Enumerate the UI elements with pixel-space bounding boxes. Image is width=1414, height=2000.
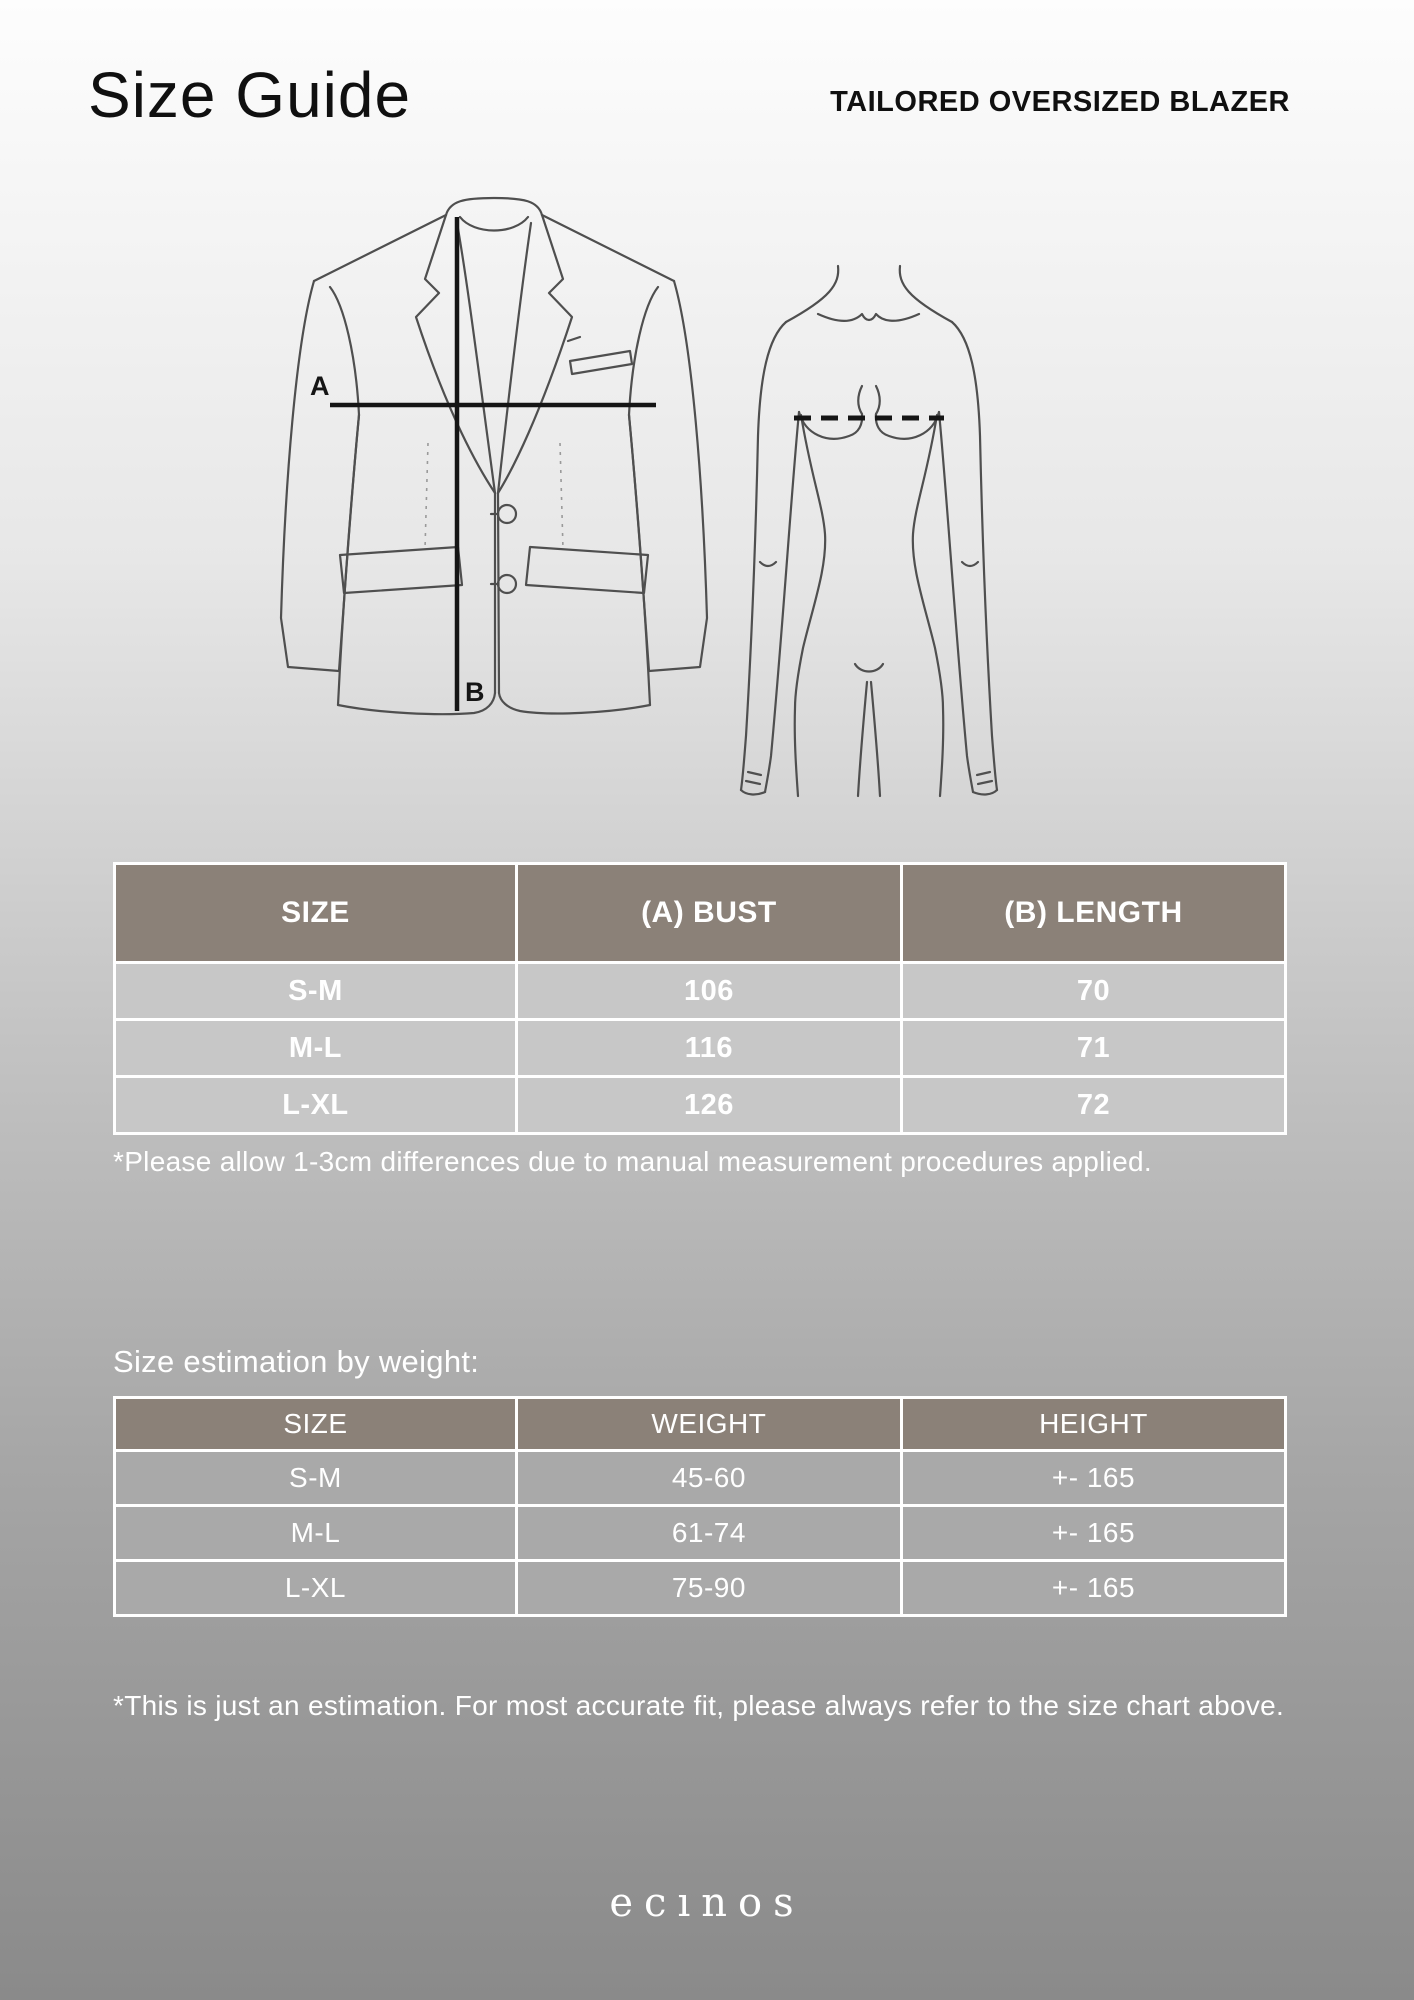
size-chart-header-row: [116, 865, 1284, 961]
bust-cell: 106: [518, 964, 900, 1018]
weight-cell: 75-90: [518, 1562, 900, 1614]
bust-cell: 126: [518, 1078, 900, 1132]
page-title: Size Guide: [88, 59, 412, 131]
size-cell: M-L: [116, 1507, 515, 1559]
bust-cell: 116: [518, 1021, 900, 1075]
size-chart-row-lxl: [116, 1078, 1284, 1132]
height-cell: +- 165: [903, 1452, 1284, 1504]
measurement-note: *Please allow 1-3cm differences due to manual measurement procedures applied.: [113, 1146, 1152, 1177]
height-cell: +- 165: [903, 1507, 1284, 1559]
weight-section-heading: Size estimation by weight:: [113, 1344, 480, 1379]
weight-chart-header-height: HEIGHT: [903, 1399, 1284, 1449]
weight-chart-row-lxl: [116, 1562, 1284, 1614]
product-name: TAILORED OVERSIZED BLAZER: [830, 86, 1290, 118]
size-cell: M-L: [116, 1021, 515, 1075]
height-cell: +- 165: [903, 1562, 1284, 1614]
weight-chart-row-sm: [116, 1452, 1284, 1504]
size-cell: S-M: [116, 964, 515, 1018]
blazer-outline: [281, 198, 707, 714]
label-a: A: [310, 371, 330, 401]
weight-cell: 61-74: [518, 1507, 900, 1559]
size-chart-row-sm: [116, 964, 1284, 1018]
blazer-diagram: [278, 193, 710, 763]
weight-cell: 45-60: [518, 1452, 900, 1504]
size-chart-header-bust: (A) BUST: [518, 865, 900, 961]
weight-chart-row-ml: [116, 1507, 1284, 1559]
size-cell: S-M: [116, 1452, 515, 1504]
estimation-note: *This is just an estimation. For most accurate fit, please always refer to the size chart above.: [113, 1690, 1285, 1721]
size-cell: L-XL: [116, 1078, 515, 1132]
size-cell: L-XL: [116, 1562, 515, 1614]
size-chart-table: [113, 862, 1287, 1135]
size-chart-row-ml: [116, 1021, 1284, 1075]
measurement-lines: [310, 217, 656, 711]
body-outline: [741, 266, 997, 796]
length-cell: 71: [903, 1021, 1284, 1075]
length-cell: 72: [903, 1078, 1284, 1132]
size-chart-header-length: (B) LENGTH: [903, 865, 1284, 961]
length-cell: 70: [903, 964, 1284, 1018]
weight-chart-header-weight: WEIGHT: [518, 1399, 900, 1449]
body-diagram: [728, 196, 1012, 800]
weight-chart-header-row: [116, 1399, 1284, 1449]
weight-chart-table: [113, 1396, 1287, 1617]
label-b: B: [465, 677, 485, 707]
weight-chart-header-size: SIZE: [116, 1399, 515, 1449]
size-chart-header-size: SIZE: [116, 865, 515, 961]
brand-logo: ecınos: [609, 1880, 805, 1926]
